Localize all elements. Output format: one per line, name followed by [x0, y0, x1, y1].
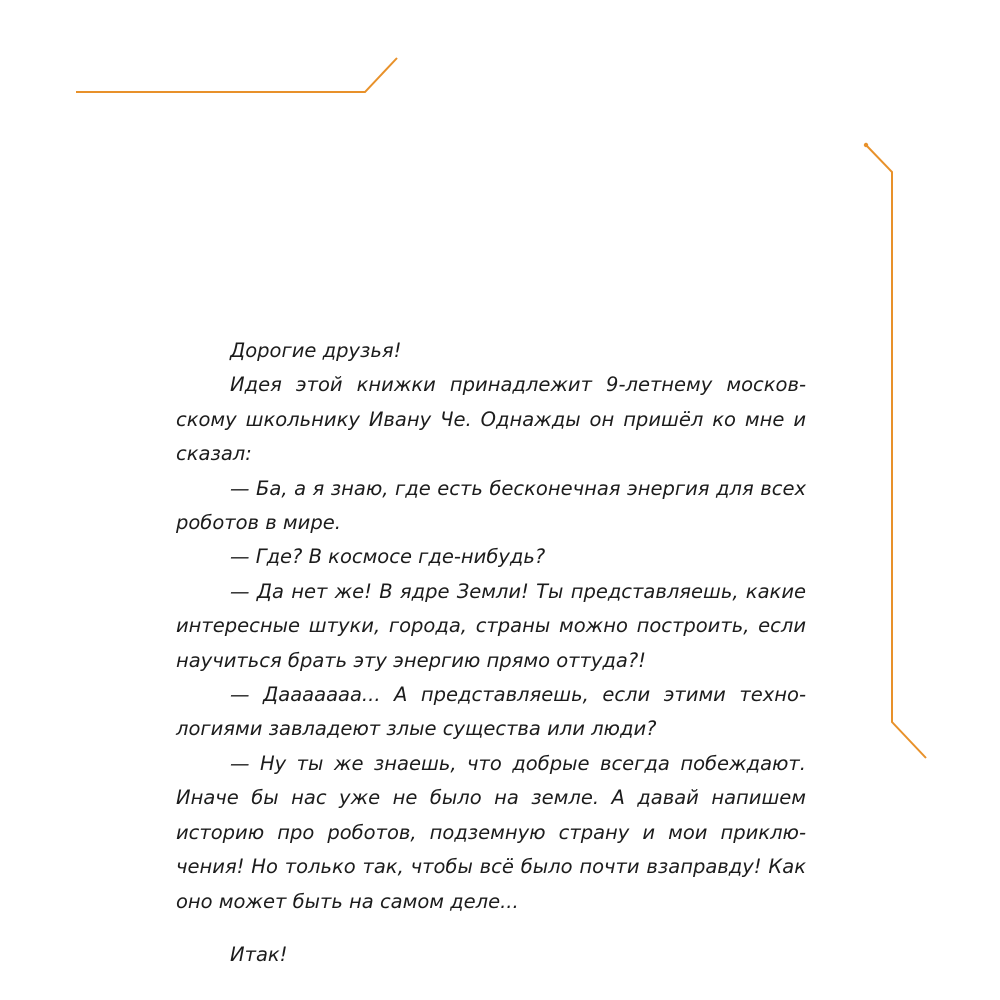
top-left-accent-line: [76, 58, 397, 92]
letter-paragraph: — Дааааааа... А представляешь, если этими технологиями завладеют злые существа или люди?: [176, 683, 806, 741]
letter-paragraph: — Да нет же! В ядре Земли! Ты представляешь, какие интересные штуки, города, страны можно построить, если научиться брать эту энергию прямо оттуда?!: [176, 579, 806, 672]
letter-closing: Итак!: [230, 942, 288, 966]
letter-paragraph: Идея этой книжки принадлежит 9-летнему московскому школьнику Ивану Че. Однажды он пришёл ко мне и сказал:: [176, 373, 806, 466]
letter-paragraph: — Ну ты же знаешь, что добрые всегда побеждают. Иначе бы нас уже не было на земле. А давай напишем историю про роботов, подземную страну и мои приключения! Но только так, чтобы всё было почти взаправду! Как оно может быть на самом деле...: [176, 751, 806, 913]
letter-greeting: Дорогие друзья!: [230, 339, 402, 362]
letter-paragraph: — Ба, а я знаю, где есть бесконечная энергия для всех роботов в мире.: [176, 476, 806, 535]
letter-paragraph: — Где? В космосе где-нибудь?: [230, 545, 546, 569]
letter-text: [176, 334, 806, 972]
right-accent-bracket: [866, 145, 926, 758]
